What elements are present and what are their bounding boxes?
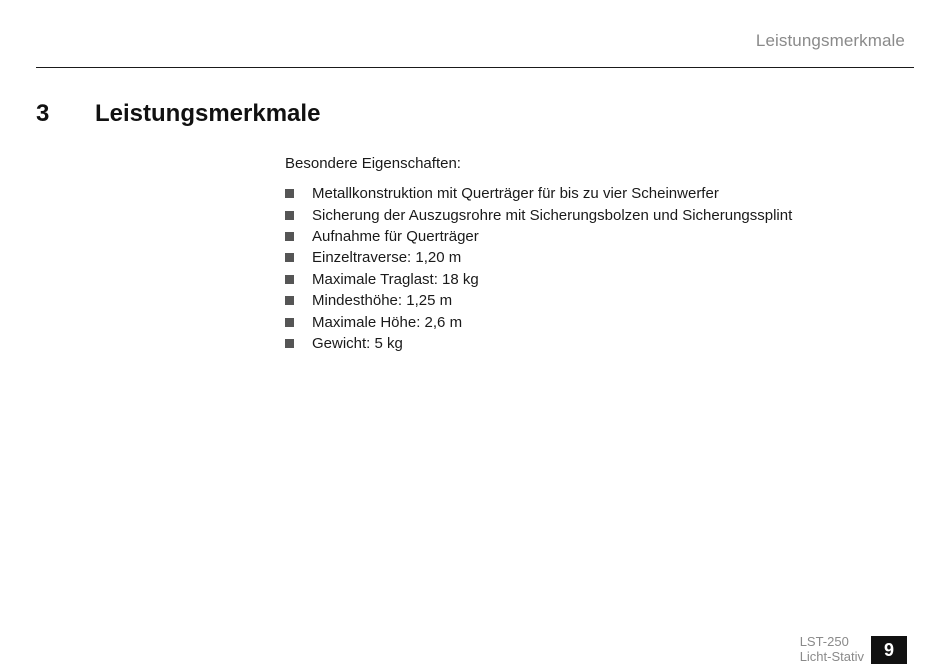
square-bullet-icon — [285, 211, 294, 220]
list-item — [285, 183, 885, 204]
list-item — [285, 290, 885, 311]
running-header-title: Leistungsmerkmale — [755, 31, 905, 50]
list-item — [285, 247, 885, 268]
section-title: Leistungsmerkmale — [95, 100, 321, 127]
list-item — [285, 204, 885, 225]
feature-text: Einzeltraverse: 1,20 m — [312, 249, 462, 267]
feature-text: Metallkonstruktion mit Querträger für bis zu vier Scheinwerfer — [312, 185, 719, 203]
feature-text: Maximale Höhe: 2,6 m — [312, 313, 463, 331]
square-bullet-icon — [285, 232, 294, 241]
footer-product-name: Licht-Stativ — [799, 649, 864, 664]
list-item — [285, 226, 885, 247]
feature-list — [285, 183, 885, 354]
section-number: 3 — [36, 100, 50, 127]
feature-text: Maximale Traglast: 18 kg — [312, 270, 479, 288]
list-item — [285, 269, 885, 290]
square-bullet-icon — [285, 253, 294, 262]
feature-text: Mindesthöhe: 1,25 m — [312, 292, 453, 310]
feature-text: Gewicht: 5 kg — [312, 334, 403, 352]
footer-product-info — [800, 634, 864, 664]
page-number-badge: 9 — [871, 636, 907, 664]
square-bullet-icon — [285, 296, 294, 305]
square-bullet-icon — [285, 318, 294, 327]
list-item — [285, 333, 885, 354]
list-item — [285, 311, 885, 332]
square-bullet-icon — [285, 275, 294, 284]
section-content — [285, 154, 885, 354]
section-heading — [36, 100, 320, 128]
square-bullet-icon — [285, 189, 294, 198]
features-intro: Besondere Eigenschaften: — [285, 155, 461, 172]
footer-model: LST-250 — [799, 634, 849, 649]
feature-text: Sicherung der Auszugsrohre mit Sicherungsbolzen und Sicherungssplint — [312, 206, 793, 224]
header-divider — [36, 67, 914, 68]
square-bullet-icon — [285, 339, 294, 348]
feature-text: Aufnahme für Querträger — [312, 227, 479, 245]
